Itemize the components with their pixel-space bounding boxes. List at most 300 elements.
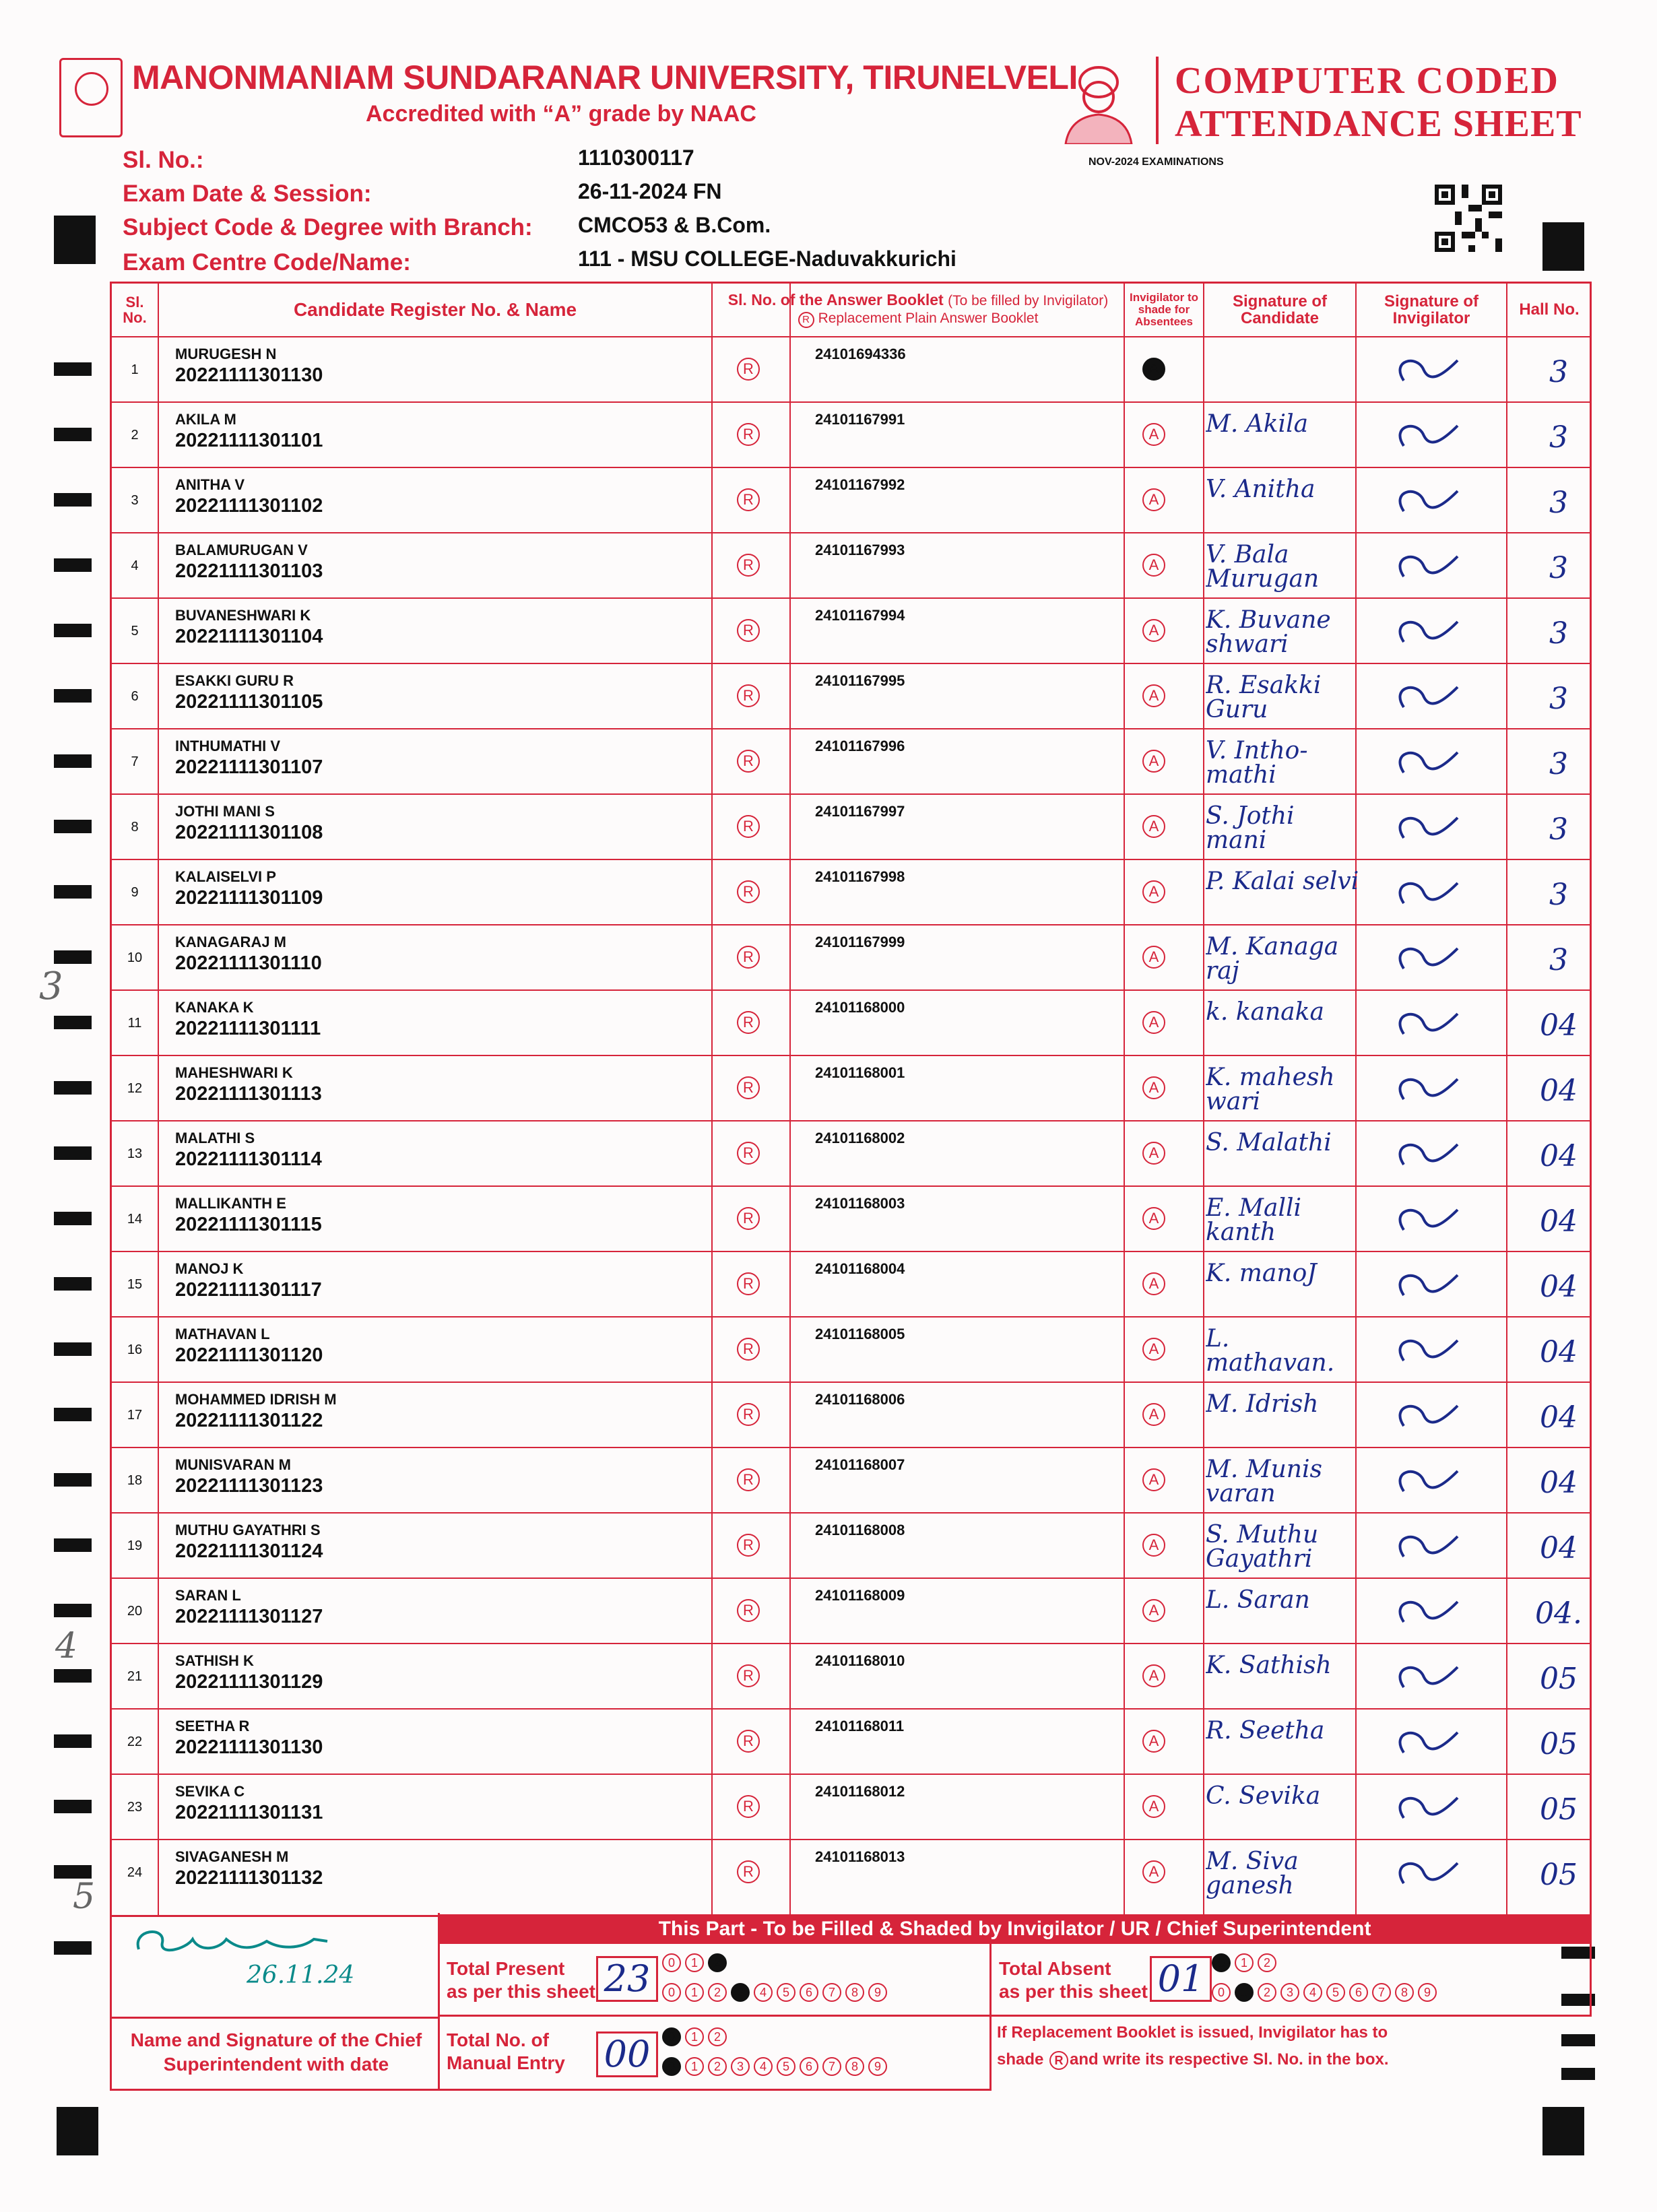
note-line2-a: shade — [997, 2050, 1044, 2069]
booklet-number: 24101168010 — [815, 1652, 905, 1669]
exam-date-value: 26-11-2024 FN — [578, 179, 722, 203]
booklet-number: 24101168006 — [815, 1391, 905, 1408]
digit-bubble[interactable]: 5 — [777, 2057, 795, 2076]
margin-mark-2: 4 — [55, 1626, 78, 1666]
register-number: 20221111301104 — [175, 626, 323, 647]
replacement-bubble[interactable]: R — [737, 1730, 760, 1753]
exam-date-label: Exam Date & Session: — [123, 181, 372, 207]
timing-mark — [54, 1081, 92, 1095]
header-booklet — [713, 284, 1124, 336]
invigilator-signature — [1377, 478, 1505, 525]
booklet-number: 24101694336 — [815, 346, 906, 362]
registration-mark-tr — [1542, 222, 1584, 271]
register-number: 20221111301113 — [175, 1083, 322, 1105]
timing-mark — [54, 1604, 92, 1617]
timing-mark — [54, 428, 92, 441]
invigilator-signature — [1377, 1719, 1505, 1766]
timing-mark — [54, 1941, 92, 1955]
digit-bubble[interactable]: 8 — [1395, 1983, 1414, 2002]
digit-bubble[interactable]: 6 — [800, 1983, 818, 2002]
register-number: 20221111301117 — [175, 1279, 322, 1301]
chief-signature-box — [110, 1913, 440, 2019]
digit-bubble[interactable]: 3 — [731, 2057, 750, 2076]
hall-number: 3 — [1549, 943, 1568, 977]
digit-bubble[interactable]: 0 — [662, 1983, 681, 2002]
absent-bubble[interactable]: A — [1142, 815, 1165, 838]
timing-mark — [1561, 2034, 1595, 2046]
hall-number: 04 — [1540, 1139, 1578, 1173]
chief-signature — [125, 1922, 422, 1963]
timing-mark — [54, 885, 92, 899]
candidate-name: MAHESHWARI K — [175, 1064, 293, 1081]
replacement-bubble[interactable]: R — [737, 1860, 760, 1883]
timing-mark — [54, 1669, 92, 1683]
register-number: 20221111301127 — [175, 1606, 323, 1627]
replacement-bubble[interactable]: R — [737, 423, 760, 446]
digit-bubble[interactable]: 8 — [845, 1983, 864, 2002]
table-row — [112, 403, 1590, 468]
digit-bubble[interactable]: 9 — [868, 1983, 887, 2002]
chief-label: Name and Signature of the Chief Superintendent with date — [130, 2029, 422, 2075]
candidate-signature: M. Kanaga raj — [1206, 935, 1339, 985]
replacement-bubble[interactable]: R — [737, 1142, 760, 1165]
digit-bubble[interactable]: 2 — [1258, 1983, 1276, 2002]
sheet-title-line1: COMPUTER CODED — [1175, 60, 1559, 102]
present-units-bubbles — [662, 1983, 891, 2002]
hall-number: 3 — [1549, 682, 1568, 716]
candidate-signature: M. Akila — [1206, 412, 1309, 438]
table-row — [112, 1840, 1590, 1906]
invigilator-signature — [1377, 608, 1505, 655]
timing-mark — [54, 493, 92, 507]
replacement-bubble[interactable]: R — [737, 1403, 760, 1426]
table-row — [112, 1318, 1590, 1383]
hall-number: 04 — [1540, 1531, 1578, 1565]
row-divider — [112, 1251, 1590, 1252]
replacement-bubble[interactable]: R — [737, 358, 760, 381]
total-absent-box — [989, 1943, 1592, 2017]
digit-bubble[interactable]: 3 — [1280, 1983, 1299, 2002]
absent-units-bubbles — [1212, 1983, 1441, 2002]
digit-bubble[interactable]: 6 — [800, 2057, 818, 2076]
candidate-name: SATHISH K — [175, 1652, 254, 1669]
timing-mark — [54, 1800, 92, 1813]
row-divider — [112, 467, 1590, 468]
absent-bubble[interactable]: A — [1142, 1534, 1165, 1557]
absent-bubble[interactable]: A — [1142, 880, 1165, 903]
absent-bubble[interactable]: A — [1142, 1011, 1165, 1034]
replacement-symbol: R — [798, 312, 814, 328]
row-sl-no: 1 — [131, 362, 139, 377]
hall-number: 04 — [1540, 1204, 1578, 1239]
absent-bubble[interactable]: A — [1142, 1207, 1165, 1230]
invigilator-signature — [1377, 1000, 1505, 1047]
digit-bubble[interactable]: 6 — [1349, 1983, 1368, 2002]
hall-number: 04 — [1540, 1400, 1578, 1435]
centre-value: 111 - MSU COLLEGE-Naduvakkurichi — [578, 247, 956, 271]
candidate-signature: L. Saran — [1206, 1588, 1310, 1614]
digit-bubble[interactable]: 4 — [754, 2057, 773, 2076]
replacement-bubble[interactable]: R — [737, 1534, 760, 1557]
booklet-number: 24101168011 — [815, 1718, 905, 1734]
replacement-bubble[interactable]: R — [737, 619, 760, 642]
timing-mark — [1561, 2068, 1595, 2080]
chief-label-box — [110, 2017, 440, 2091]
row-divider — [112, 924, 1590, 925]
register-number: 20221111301129 — [175, 1671, 323, 1693]
invigilator-signature — [1377, 1392, 1505, 1439]
booklet-number: 24101167999 — [815, 934, 905, 950]
header-sig-invigilator: Signature of Invigilator — [1384, 292, 1479, 327]
table-row — [112, 1579, 1590, 1644]
absent-bubble[interactable]: A — [1142, 1730, 1165, 1753]
absent-bubble[interactable]: A — [1142, 619, 1165, 642]
absent-bubble[interactable]: A — [1142, 946, 1165, 969]
invigilator-signature — [1377, 1458, 1505, 1505]
replacement-bubble[interactable]: R — [737, 1664, 760, 1687]
timing-mark — [54, 1016, 92, 1029]
hall-number: 05 — [1540, 1662, 1578, 1696]
absent-label-1: Total Absent — [999, 1958, 1111, 1979]
hall-number: 04 — [1540, 1466, 1578, 1500]
digit-bubble[interactable]: 5 — [1326, 1983, 1345, 2002]
row-sl-no: 6 — [131, 689, 139, 704]
absent-bubble[interactable]: A — [1142, 1076, 1165, 1099]
invigilator-signature — [1377, 1523, 1505, 1570]
timing-mark — [54, 1473, 92, 1487]
timing-mark — [54, 1342, 92, 1356]
present-label-1: Total Present — [447, 1958, 565, 1979]
header-sl-no: Sl. No. — [123, 293, 147, 326]
timing-mark — [54, 624, 92, 637]
digit-bubble[interactable]: 2 — [708, 2027, 727, 2046]
absent-bubble[interactable]: A — [1142, 684, 1165, 707]
register-number: 20221111301124 — [175, 1540, 323, 1562]
invigilator-signature — [1377, 1654, 1505, 1701]
table-row — [112, 1644, 1590, 1710]
row-sl-no: 22 — [127, 1734, 143, 1749]
present-label-2: as per this sheet — [447, 1981, 595, 2002]
booklet-number: 24101168004 — [815, 1260, 905, 1277]
replacement-bubble[interactable]: R — [737, 488, 760, 511]
row-divider — [112, 401, 1590, 403]
candidate-name: BALAMURUGAN V — [175, 542, 308, 558]
invigilator-signature — [1377, 739, 1505, 786]
row-divider — [112, 1120, 1590, 1121]
digit-bubble[interactable]: 3 — [731, 1983, 750, 2002]
digit-bubble[interactable]: 4 — [1303, 1983, 1322, 2002]
digit-bubble[interactable]: 5 — [777, 1983, 795, 2002]
timing-mark — [54, 689, 92, 703]
candidate-name: ANITHA V — [175, 476, 245, 493]
row-sl-no: 11 — [127, 1016, 142, 1031]
absent-bubble[interactable]: A — [1142, 1338, 1165, 1361]
digit-bubble[interactable]: 8 — [845, 2057, 864, 2076]
hall-number: 3 — [1549, 616, 1568, 651]
hall-number: 04 — [1540, 1270, 1578, 1304]
digit-bubble[interactable]: 2 — [708, 1953, 727, 1972]
header-booklet-replacement: Replacement Plain Answer Booklet — [818, 311, 1039, 327]
invigilator-signature — [1377, 804, 1505, 851]
candidate-name: SARAN L — [175, 1587, 241, 1604]
invigilator-signature — [1377, 1196, 1505, 1243]
row-sl-no: 18 — [127, 1473, 143, 1488]
registration-mark-bl — [57, 2107, 98, 2155]
replacement-bubble[interactable]: R — [737, 1272, 760, 1295]
candidate-name: MUNISVARAN M — [175, 1456, 291, 1473]
row-divider — [112, 597, 1590, 599]
replacement-bubble[interactable]: R — [737, 684, 760, 707]
digit-bubble[interactable]: 2 — [708, 1983, 727, 2002]
row-divider — [112, 859, 1590, 860]
attendance-table — [110, 282, 1592, 1917]
timing-mark — [54, 1408, 92, 1421]
absent-bubble[interactable]: A — [1142, 1468, 1165, 1491]
row-divider — [112, 1577, 1590, 1579]
booklet-number: 24101168008 — [815, 1522, 905, 1538]
digit-bubble[interactable]: 1 — [685, 2057, 704, 2076]
digit-bubble[interactable]: 0 — [662, 2027, 681, 2046]
invigilator-signature — [1377, 412, 1505, 459]
timing-mark — [54, 1146, 92, 1160]
row-sl-no: 24 — [127, 1865, 143, 1880]
candidate-signature: k. kanaka — [1206, 1000, 1324, 1026]
register-number: 20221111301111 — [175, 1018, 321, 1039]
replacement-bubble[interactable]: R — [737, 946, 760, 969]
table-row — [112, 1121, 1590, 1187]
candidate-signature — [1206, 347, 1362, 399]
row-sl-no: 8 — [131, 820, 139, 835]
row-sl-no: 3 — [131, 493, 139, 508]
replacement-bubble[interactable]: R — [737, 1338, 760, 1361]
hall-number: 05 — [1540, 1792, 1578, 1827]
register-number: 20221111301115 — [175, 1214, 322, 1235]
replacement-bubble[interactable]: R — [737, 1076, 760, 1099]
header-booklet-main: Sl. No. of the Answer Booklet — [727, 290, 944, 308]
manual-tens-bubbles — [662, 2027, 731, 2046]
accreditation: Accredited with “A” grade by NAAC — [366, 101, 756, 127]
candidate-signature: M. Munis varan — [1206, 1458, 1322, 1507]
booklet-number: 24101168007 — [815, 1456, 905, 1473]
booklet-number: 24101168001 — [815, 1064, 905, 1081]
chief-date: 26.11.24 — [247, 1961, 355, 1989]
candidate-name: MURUGESH N — [175, 346, 277, 362]
candidate-name: MOHAMMED IDRISH M — [175, 1391, 337, 1408]
booklet-number: 24101168013 — [815, 1848, 905, 1865]
candidate-name: MALATHI S — [175, 1130, 255, 1146]
digit-bubble[interactable]: 0 — [662, 1953, 681, 1972]
absent-bubble[interactable]: A — [1142, 1599, 1165, 1622]
table-row — [112, 599, 1590, 664]
row-divider — [112, 1185, 1590, 1187]
register-number: 20221111301130 — [175, 364, 323, 386]
row-sl-no: 4 — [131, 558, 139, 573]
row-sl-no: 14 — [127, 1212, 143, 1227]
candidate-name: MALLIKANTH E — [175, 1195, 286, 1212]
booklet-number: 24101168003 — [815, 1195, 905, 1212]
replacement-bubble[interactable]: R — [737, 880, 760, 903]
candidate-name: SIVAGANESH M — [175, 1848, 289, 1865]
candidate-name: MATHAVAN L — [175, 1326, 270, 1342]
manual-units-bubbles — [662, 2057, 891, 2076]
absent-bubble[interactable]: A — [1142, 1272, 1165, 1295]
hall-number: 3 — [1549, 355, 1568, 389]
header-sig-candidate: Signature of Candidate — [1232, 292, 1327, 327]
row-divider — [112, 1447, 1590, 1448]
invigilator-signature — [1377, 1327, 1505, 1374]
hall-number: 05 — [1540, 1858, 1578, 1892]
candidate-signature: C. Sevika — [1206, 1784, 1321, 1810]
candidate-signature: M. Idrish — [1206, 1392, 1319, 1418]
row-sl-no: 2 — [131, 428, 139, 443]
absent-value: 01 — [1150, 1956, 1212, 2002]
subject-value: CMCO53 & B.Com. — [578, 213, 771, 237]
register-number: 20221111301132 — [175, 1867, 323, 1889]
row-sl-no: 23 — [127, 1800, 143, 1815]
candidate-signature: M. Siva ganesh — [1206, 1850, 1299, 1899]
replacement-bubble[interactable]: R — [737, 1011, 760, 1034]
booklet-number: 24101168005 — [815, 1326, 905, 1342]
hall-number: 3 — [1549, 486, 1568, 520]
digit-bubble[interactable]: 2 — [708, 2057, 727, 2076]
candidate-signature: E. Malli kanth — [1206, 1196, 1302, 1246]
absent-bubble[interactable]: A — [1142, 423, 1165, 446]
absent-bubble[interactable]: A — [1142, 1795, 1165, 1818]
row-divider — [112, 989, 1590, 991]
sheet-title-line2: ATTENDANCE SHEET — [1175, 103, 1582, 145]
replacement-bubble[interactable]: R — [737, 750, 760, 773]
candidate-name: KALAISELVI P — [175, 868, 276, 885]
invigilator-signature — [1377, 1066, 1505, 1113]
replacement-bubble[interactable]: R — [737, 815, 760, 838]
absent-bubble[interactable]: A — [1142, 1860, 1165, 1883]
row-divider — [112, 663, 1590, 664]
booklet-number: 24101167991 — [815, 411, 905, 428]
booklet-number: 24101167997 — [815, 803, 905, 820]
header-invigilator-shade: Invigilator to shade for Absentees — [1130, 291, 1198, 328]
digit-bubble[interactable]: 1 — [685, 1983, 704, 2002]
table-row — [112, 468, 1590, 533]
invigilator-signature — [1377, 1131, 1505, 1178]
candidate-signature: K. mahesh wari — [1206, 1066, 1335, 1115]
absent-bubble[interactable]: A — [1142, 1403, 1165, 1426]
digit-bubble[interactable]: 7 — [822, 2057, 841, 2076]
present-tens-bubbles — [662, 1953, 731, 1972]
digit-bubble[interactable]: 0 — [662, 2057, 681, 2076]
table-row — [112, 729, 1590, 795]
hall-number: 04. — [1535, 1596, 1582, 1631]
candidate-name: JOTHI MANI S — [175, 803, 275, 820]
candidate-signature: L. mathavan. — [1206, 1327, 1335, 1377]
row-sl-no: 10 — [127, 950, 143, 965]
table-row — [112, 795, 1590, 860]
absent-bubble[interactable]: A — [1142, 1664, 1165, 1687]
digit-bubble[interactable]: 4 — [754, 1983, 773, 2002]
header-hall-no: Hall No. — [1519, 300, 1580, 319]
table-row — [112, 1383, 1590, 1448]
digit-bubble[interactable]: 2 — [1258, 1953, 1276, 1972]
register-number: 20221111301110 — [175, 952, 322, 974]
header-candidate: Candidate Register No. & Name — [293, 299, 577, 321]
timing-mark — [54, 1538, 92, 1552]
sl-no-label: Sl. No.: — [123, 147, 204, 173]
hall-number: 04 — [1540, 1335, 1578, 1369]
row-divider — [112, 1512, 1590, 1514]
booklet-number: 24101168000 — [815, 999, 905, 1016]
invigilator-signature — [1377, 935, 1505, 982]
subject-label: Subject Code & Degree with Branch: — [123, 214, 533, 240]
table-row — [112, 925, 1590, 991]
absent-bubble[interactable]: A — [1142, 750, 1165, 773]
founder-portrait — [1059, 57, 1138, 144]
register-number: 20221111301108 — [175, 822, 323, 843]
row-divider — [112, 1643, 1590, 1644]
candidate-name: SEETHA R — [175, 1718, 250, 1734]
row-sl-no: 20 — [127, 1604, 143, 1619]
replacement-bubble[interactable]: R — [737, 1207, 760, 1230]
absent-bubble[interactable]: A — [1142, 358, 1165, 381]
timing-mark — [54, 820, 92, 833]
candidate-signature: S. Malathi — [1206, 1131, 1332, 1157]
header-booklet-sub: (To be filled by Invigilator) — [948, 292, 1109, 308]
candidate-name: BUVANESHWARI K — [175, 607, 311, 624]
digit-bubble[interactable]: 1 — [1235, 1953, 1254, 1972]
invigilator-signature — [1377, 1784, 1505, 1831]
candidate-name: SEVIKA C — [175, 1783, 245, 1800]
manual-label-1: Total No. of — [447, 2029, 549, 2050]
digit-bubble[interactable]: 1 — [1235, 1983, 1254, 2002]
timing-mark — [54, 1212, 92, 1225]
booklet-number: 24101168002 — [815, 1130, 905, 1146]
digit-bubble[interactable]: 0 — [1212, 1953, 1231, 1972]
table-row — [112, 1187, 1590, 1252]
margin-mark-3: 5 — [73, 1877, 96, 1917]
invigilator-banner: This Part - To be Filled & Shaded by Invigilator / UR / Chief Superintendent — [438, 1914, 1592, 1944]
replacement-bubble[interactable]: R — [737, 1795, 760, 1818]
table-row — [112, 1710, 1590, 1775]
invigilator-signature — [1377, 347, 1505, 394]
row-sl-no: 19 — [127, 1538, 143, 1553]
digit-bubble[interactable]: 0 — [1212, 1983, 1231, 2002]
register-number: 20221111301102 — [175, 495, 323, 517]
digit-bubble[interactable]: 1 — [685, 1953, 704, 1972]
exam-series: NOV-2024 EXAMINATIONS — [1089, 156, 1224, 168]
digit-bubble[interactable]: 7 — [822, 1983, 841, 2002]
digit-bubble[interactable]: 9 — [1418, 1983, 1437, 2002]
timing-mark — [54, 1734, 92, 1748]
register-number: 20221111301107 — [175, 756, 323, 778]
digit-bubble[interactable]: 9 — [868, 2057, 887, 2076]
hall-number: 3 — [1549, 812, 1568, 847]
absent-bubble[interactable]: A — [1142, 1142, 1165, 1165]
register-number: 20221111301122 — [175, 1410, 323, 1431]
replacement-bubble[interactable]: R — [737, 554, 760, 577]
manual-entry-box — [438, 2015, 992, 2091]
replacement-note — [997, 2019, 1389, 2073]
candidate-signature: R. Seetha — [1206, 1719, 1325, 1745]
register-number: 20221111301130 — [175, 1736, 323, 1758]
hall-number: 3 — [1549, 420, 1568, 455]
absent-bubble[interactable]: A — [1142, 488, 1165, 511]
table-row — [112, 991, 1590, 1056]
digit-bubble[interactable]: 1 — [685, 2027, 704, 2046]
replacement-bubble[interactable]: R — [737, 1468, 760, 1491]
row-divider — [112, 1839, 1590, 1840]
digit-bubble[interactable]: 7 — [1372, 1983, 1391, 2002]
replacement-bubble[interactable]: R — [737, 1599, 760, 1622]
row-divider — [112, 532, 1590, 533]
absent-bubble[interactable]: A — [1142, 554, 1165, 577]
